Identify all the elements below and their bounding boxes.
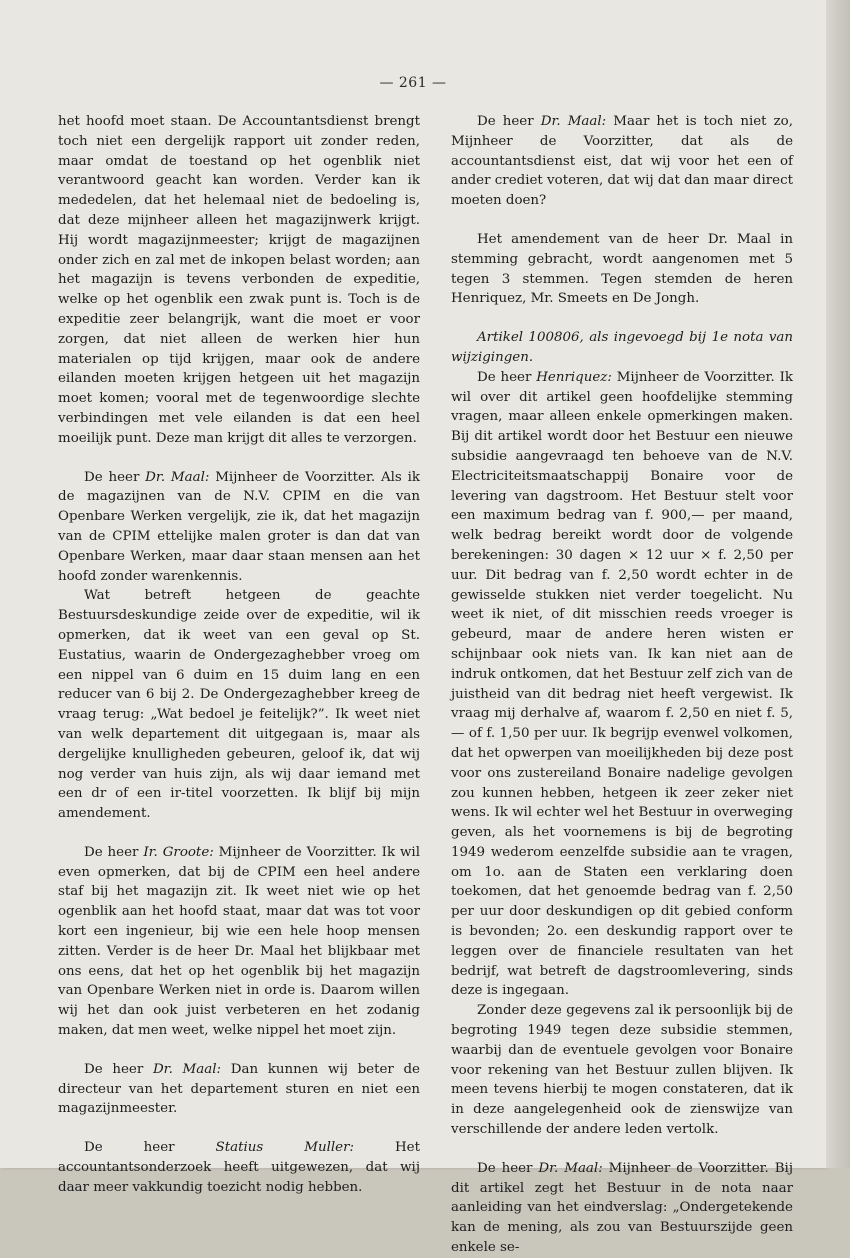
right-column (451, 112, 793, 1258)
speaker-name: Ir. Groote: (143, 844, 214, 860)
speaker-name: Statius Muller: (215, 1140, 354, 1156)
speaker-intro: De heer (477, 369, 537, 385)
speaker-intro: De heer (84, 844, 144, 860)
speaker-name: Dr. Maal: (538, 1160, 603, 1176)
paragraph-text: Mijnheer de Voorzitter. Ik wil even opmerken, dat bij de CPIM een heel andere staf bij het magazijn zit. Ik weet niet wie op het ogenblik aan het hoofd staat, maar dat was tot voor kort een ingenieur, bij wie een hele hoop mensen zitten. Verder is de heer Dr. Maal het blijkbaar met ons eens, dat het op het ogenblik bij het magazijn van Openbare Werken niet in orde is. Daarom willen wij het dan ook juist verbeteren en het zodanig maken, dat men weet, welke nippel het moet zijn. (58, 844, 420, 1039)
paragraph (451, 1159, 793, 1258)
speaker-name: Dr. Maal: (152, 1061, 222, 1077)
article-heading: Artikel 100806, als ingevoegd bij 1e nota van wijzigingen. (451, 330, 793, 365)
paragraph (451, 112, 793, 211)
speaker-intro: De heer (477, 114, 541, 129)
left-column (58, 112, 420, 1198)
paragraph-text: Maar het is toch niet zo, Mijnheer de Voorzitter, dat als de accountantsdienst eist, dat wij voor het een of ander crediet voteren, dat wij dat dan maar direct moeten doen? (451, 114, 793, 209)
speaker-name: Henriquez: (536, 369, 612, 385)
paragraph (451, 1001, 793, 1140)
paragraph-text: Het amendement van de heer Dr. Maal in stemming gebracht, wordt aangenomen met 5 tegen 3 stemmen. Tegen stemden de heren Henriquez, Mr. Smeets en De Jongh. (451, 231, 793, 307)
speaker-intro: De heer (477, 1160, 539, 1176)
speaker-intro: De heer (84, 1140, 216, 1156)
paragraph (451, 230, 793, 309)
paragraph-text: Wat betreft hetgeen de geachte Bestuursdeskundige zeide over de expeditie, wil ik opmerken, dat ik weet van een geval op St. Eustatius, waarin de Ondergezaghebber vroeg om een nippel van 6 duim en 15 duim lang en een reducer van 6 bij 2. De Ondergezaghebber kreeg de vraag terug: „Wat bedoel je feitelijk?”. Ik weet niet van welk departement dit uitgegaan is, maar als dergelijke knulligheden gebeuren, geloof ik, dat wij nog verder van huis zijn, als wij daar iemand met een dr of een ir-titel voorzetten. Ik blijf bij mijn amendement. (58, 588, 420, 822)
paragraph-text: Mijnheer de Voorzitter. Als ik de magazijnen van de N.V. CPIM en die van Openbare Werken vergelijk, zie ik, dat het magazijn van de CPIM ettelijke malen groter is dan dat van Openbare Werken, maar daar staan mensen aan het hoofd zonder warenkennis. (58, 469, 420, 584)
speaker-intro: De heer (84, 469, 146, 485)
page-number: — 261 — (379, 75, 447, 91)
paragraph-text: Mijnheer de Voorzitter. Ik wil over dit artikel geen hoofdelijke stemming vragen, maar alleen enkele opmerkingen maken. Bij dit artikel wordt door het Bestuur een nieuwe subsidie aangevraagd ten behoeve van de N.V. Electriciteitsmaatschappij Bonaire voor de levering van dagstroom. Het Bestuur stelt voor een maximum bedrag van f. 900,— per maand, welk bedrag bereikt wordt door de volgende berekeningen: 30 dagen × 12 uur × f. 2,50 per uur. Dit bedrag van f. 2,50 wordt echter in de gewisselde stukken niet verder toegelicht. Nu weet ik niet, of dit misschien reeds vroeger is gebeurd, maar de andere heren wisten er schijnbaar ook niets van. Ik kan niet aan de indruk ontkomen, dat het Bestuur zelf zich van de juistheid van dit bedrag niet heeft vergewist. Ik vraag mij derhalve af, waarom f. 2,50 en niet f. 5,— of f. 1,50 per uur. Ik begrijp evenwel volkomen, dat het opwerpen van moeilijkheden bij deze post voor ons zustereiland Bonaire nadelige gevolgen zou kunnen hebben, hetgeen ik zeer zeker niet wens. Ik wil echter wel het Bestuur in overweging geven, als het voornemens is bij de begroting 1949 wederom eenzelfde subsidie aan te vragen, om 1o. aan de Staten een verklaring doen toekomen, dat het genoemde bedrag van f. 2,50 per uur door deskundigen op dit gebied conform is bevonden; 2o. een deskundig rapport over te leggen over de financiele resultaten van het bedrijf, wat betreft de dagstroomlevering, sinds deze is ingegaan. (451, 369, 793, 999)
paragraph-text: Zonder deze gegevens zal ik persoonlijk bij de begroting 1949 tegen deze subsidie stemmen, waarbij dan de eventuele gevolgen voor Bonaire voor rekening van het Bestuur zullen blijven. Ik meen tevens hierbij te mogen constateren, dat ik in deze aangelegenheid ook de zienswijze van verschillende der andere leden vertolk. (451, 1003, 793, 1138)
speaker-name: Dr. Maal: (145, 469, 210, 485)
speaker-intro: De heer (84, 1061, 153, 1077)
paragraph (451, 368, 793, 1002)
paragraph-text: Mijnheer de Voorzitter. Bij dit artikel zegt het Bestuur in de nota naar aanleiding van het eindverslag: „Ondergetekende kan de mening, als zou van Bestuurszijde geen enkele se- (451, 1160, 793, 1256)
paragraph-text: het hoofd moet staan. De Accountantsdienst brengt toch niet een dergelijk rapport uit zonder reden, maar omdat de toestand op het ogenblik niet verantwoord geacht kan worden. Verder kan ik mededelen, dat het helemaal niet de bedoeling is, dat deze mijnheer alleen het magazijnwerk krijgt. Hij wordt magazijnmeester; krijgt de magazijnen onder zich en zal met de inkopen belast worden; aan het magazijn is tevens verbonden de expeditie, welke op het ogenblik een zwak punt is. Toch is de expeditie zeer belangrijk, want die moet er voor zorgen, dat niet alleen de werken hier hun materialen op tijd krijgen, maar ook de andere eilanden moeten krijgen hetgeen uit het magazijn moet komen; vooral met de tegenwoordige slechte verbindingen met vele eilanden is dat een heel moeilijk punt. Deze man krijgt dit alles te verzorgen. (58, 114, 420, 446)
paragraph (58, 586, 420, 824)
paragraph (58, 843, 420, 1041)
paragraph-text: Dan kunnen wij beter de directeur van het departement sturen en niet een magazijnmeester. (58, 1061, 420, 1117)
paragraph (58, 468, 420, 587)
paragraph (58, 1060, 420, 1119)
page-edge (826, 0, 850, 1168)
paragraph (58, 112, 420, 449)
paragraph-text: Het accountantsonderzoek heeft uitgewezen, dat wij daar meer vakkundig toezicht nodig hebben. (58, 1140, 420, 1195)
speaker-name: Dr. Maal: (540, 114, 607, 129)
